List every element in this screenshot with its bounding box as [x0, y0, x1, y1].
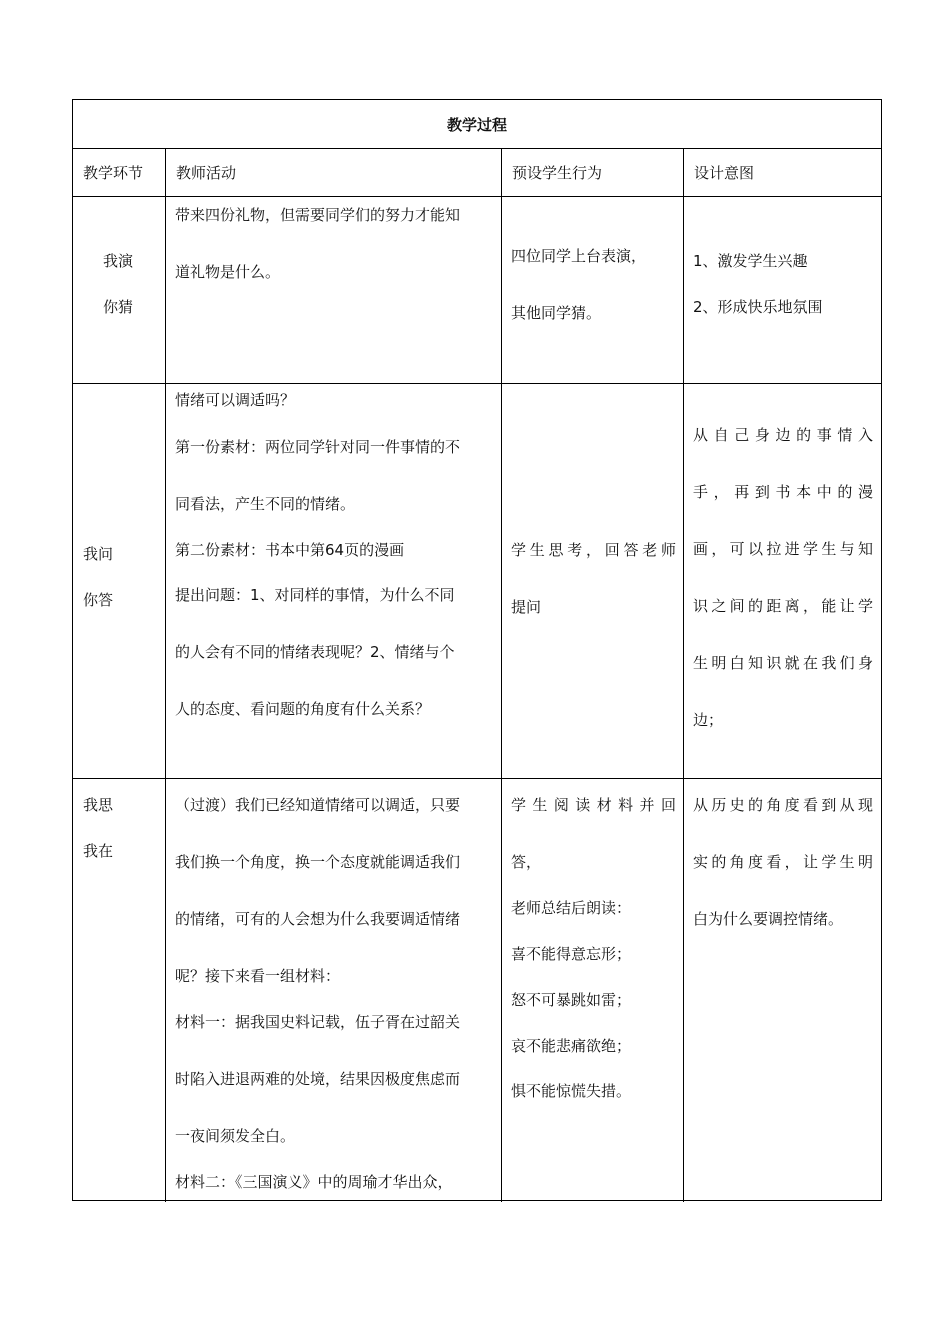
row3-student-line6: 哀不能悲痛欲绝； — [511, 1037, 632, 1055]
row3-student-line4: 喜不能得意忘形； — [511, 945, 632, 963]
row1-teacher-line1: 带来四份礼物，但需要同学们的努力才能知 — [175, 206, 461, 224]
row3-intent-line3: 白为什么要调控情绪。 — [693, 910, 844, 928]
row3-teacher-line7: 一夜间须发全白。 — [175, 1127, 296, 1145]
row2-teacher-line4: 第二份素材：书本中第64页的漫画 — [175, 541, 405, 559]
row2-intent-line4: 识之间的距离，能让学 — [693, 597, 873, 615]
row3-student-line1: 学生阅读材料并回 — [511, 796, 676, 814]
row-divider — [73, 196, 881, 197]
row2-intent-line2: 手，再到书本中的漫 — [693, 483, 873, 501]
row3-student-line7: 惧不能惊慌失措。 — [511, 1082, 632, 1100]
row3-teacher-line8: 材料二：《三国演义》中的周瑜才华出众， — [175, 1173, 453, 1191]
row2-teacher-line2: 第一份素材：两位同学针对同一件事情的不 — [175, 438, 461, 456]
column-divider — [165, 148, 166, 1202]
row2-teacher-line5: 提出问题：1、对同样的事情，为什么不同 — [175, 586, 455, 604]
teaching-process-table — [72, 99, 882, 1201]
row1-intent-line1: 1、激发学生兴趣 — [693, 252, 808, 270]
row-divider — [73, 383, 881, 384]
row2-teacher-line3: 同看法，产生不同的情绪。 — [175, 495, 356, 513]
row2-intent-line3: 画，可以拉进学生与知 — [693, 540, 873, 558]
row3-teacher-line1: （过渡）我们已经知道情绪可以调适，只要 — [175, 796, 461, 814]
row2-student-line1: 学生思考，回答老师 — [511, 541, 676, 559]
column-divider — [501, 148, 502, 1202]
row2-intent-line5: 生明白知识就在我们身 — [693, 654, 873, 672]
row3-stage-line1: 我思 — [83, 796, 114, 814]
header-student-behavior: 预设学生行为 — [512, 164, 603, 182]
row1-student-line1: 四位同学上台表演， — [511, 247, 647, 265]
row1-teacher-line2: 道礼物是什么。 — [175, 263, 281, 281]
row1-stage-line1: 我演 — [103, 252, 134, 270]
row3-intent-line1: 从历史的角度看到从现 — [693, 796, 873, 814]
row2-stage-line2: 你答 — [83, 591, 114, 609]
row3-teacher-line6: 时陷入进退两难的处境，结果因极度焦虑而 — [175, 1070, 461, 1088]
row2-teacher-line7: 人的态度、看问题的角度有什么关系？ — [175, 700, 431, 718]
row2-teacher-line1: 情绪可以调适吗？ — [175, 391, 296, 409]
row3-student-line3: 老师总结后朗读： — [511, 899, 632, 917]
row1-student-line2: 其他同学猜。 — [511, 304, 602, 322]
row3-teacher-line4: 呢？接下来看一组材料： — [175, 967, 341, 985]
row3-student-line5: 怒不可暴跳如雷； — [511, 991, 632, 1009]
row3-teacher-line3: 的情绪，可有的人会想为什么我要调适情绪 — [175, 910, 461, 928]
row1-stage-line2: 你猜 — [103, 298, 134, 316]
row2-teacher-line6: 的人会有不同的情绪表现呢？2、情绪与个 — [175, 643, 455, 661]
row3-stage-line2: 我在 — [83, 842, 114, 860]
header-teacher-activity: 教师活动 — [176, 164, 237, 182]
row2-intent-line1: 从自己身边的事情入 — [693, 426, 873, 444]
row2-intent-line6: 边； — [693, 711, 724, 729]
row2-stage-line1: 我问 — [83, 545, 114, 563]
row1-intent-line2: 2、形成快乐地氛围 — [693, 298, 823, 316]
column-divider — [683, 148, 684, 1202]
row3-teacher-line2: 我们换一个角度，换一个态度就能调适我们 — [175, 853, 461, 871]
row-divider — [73, 778, 881, 779]
header-stage: 教学环节 — [83, 164, 144, 182]
table-title: 教学过程 — [446, 115, 507, 134]
row2-student-line2: 提问 — [511, 598, 542, 616]
header-design-intent: 设计意图 — [694, 164, 755, 182]
row3-student-line2: 答， — [511, 853, 542, 871]
row3-intent-line2: 实的角度看，让学生明 — [693, 853, 873, 871]
row3-teacher-line5: 材料一：据我国史料记载，伍子胥在过韶关 — [175, 1013, 461, 1031]
